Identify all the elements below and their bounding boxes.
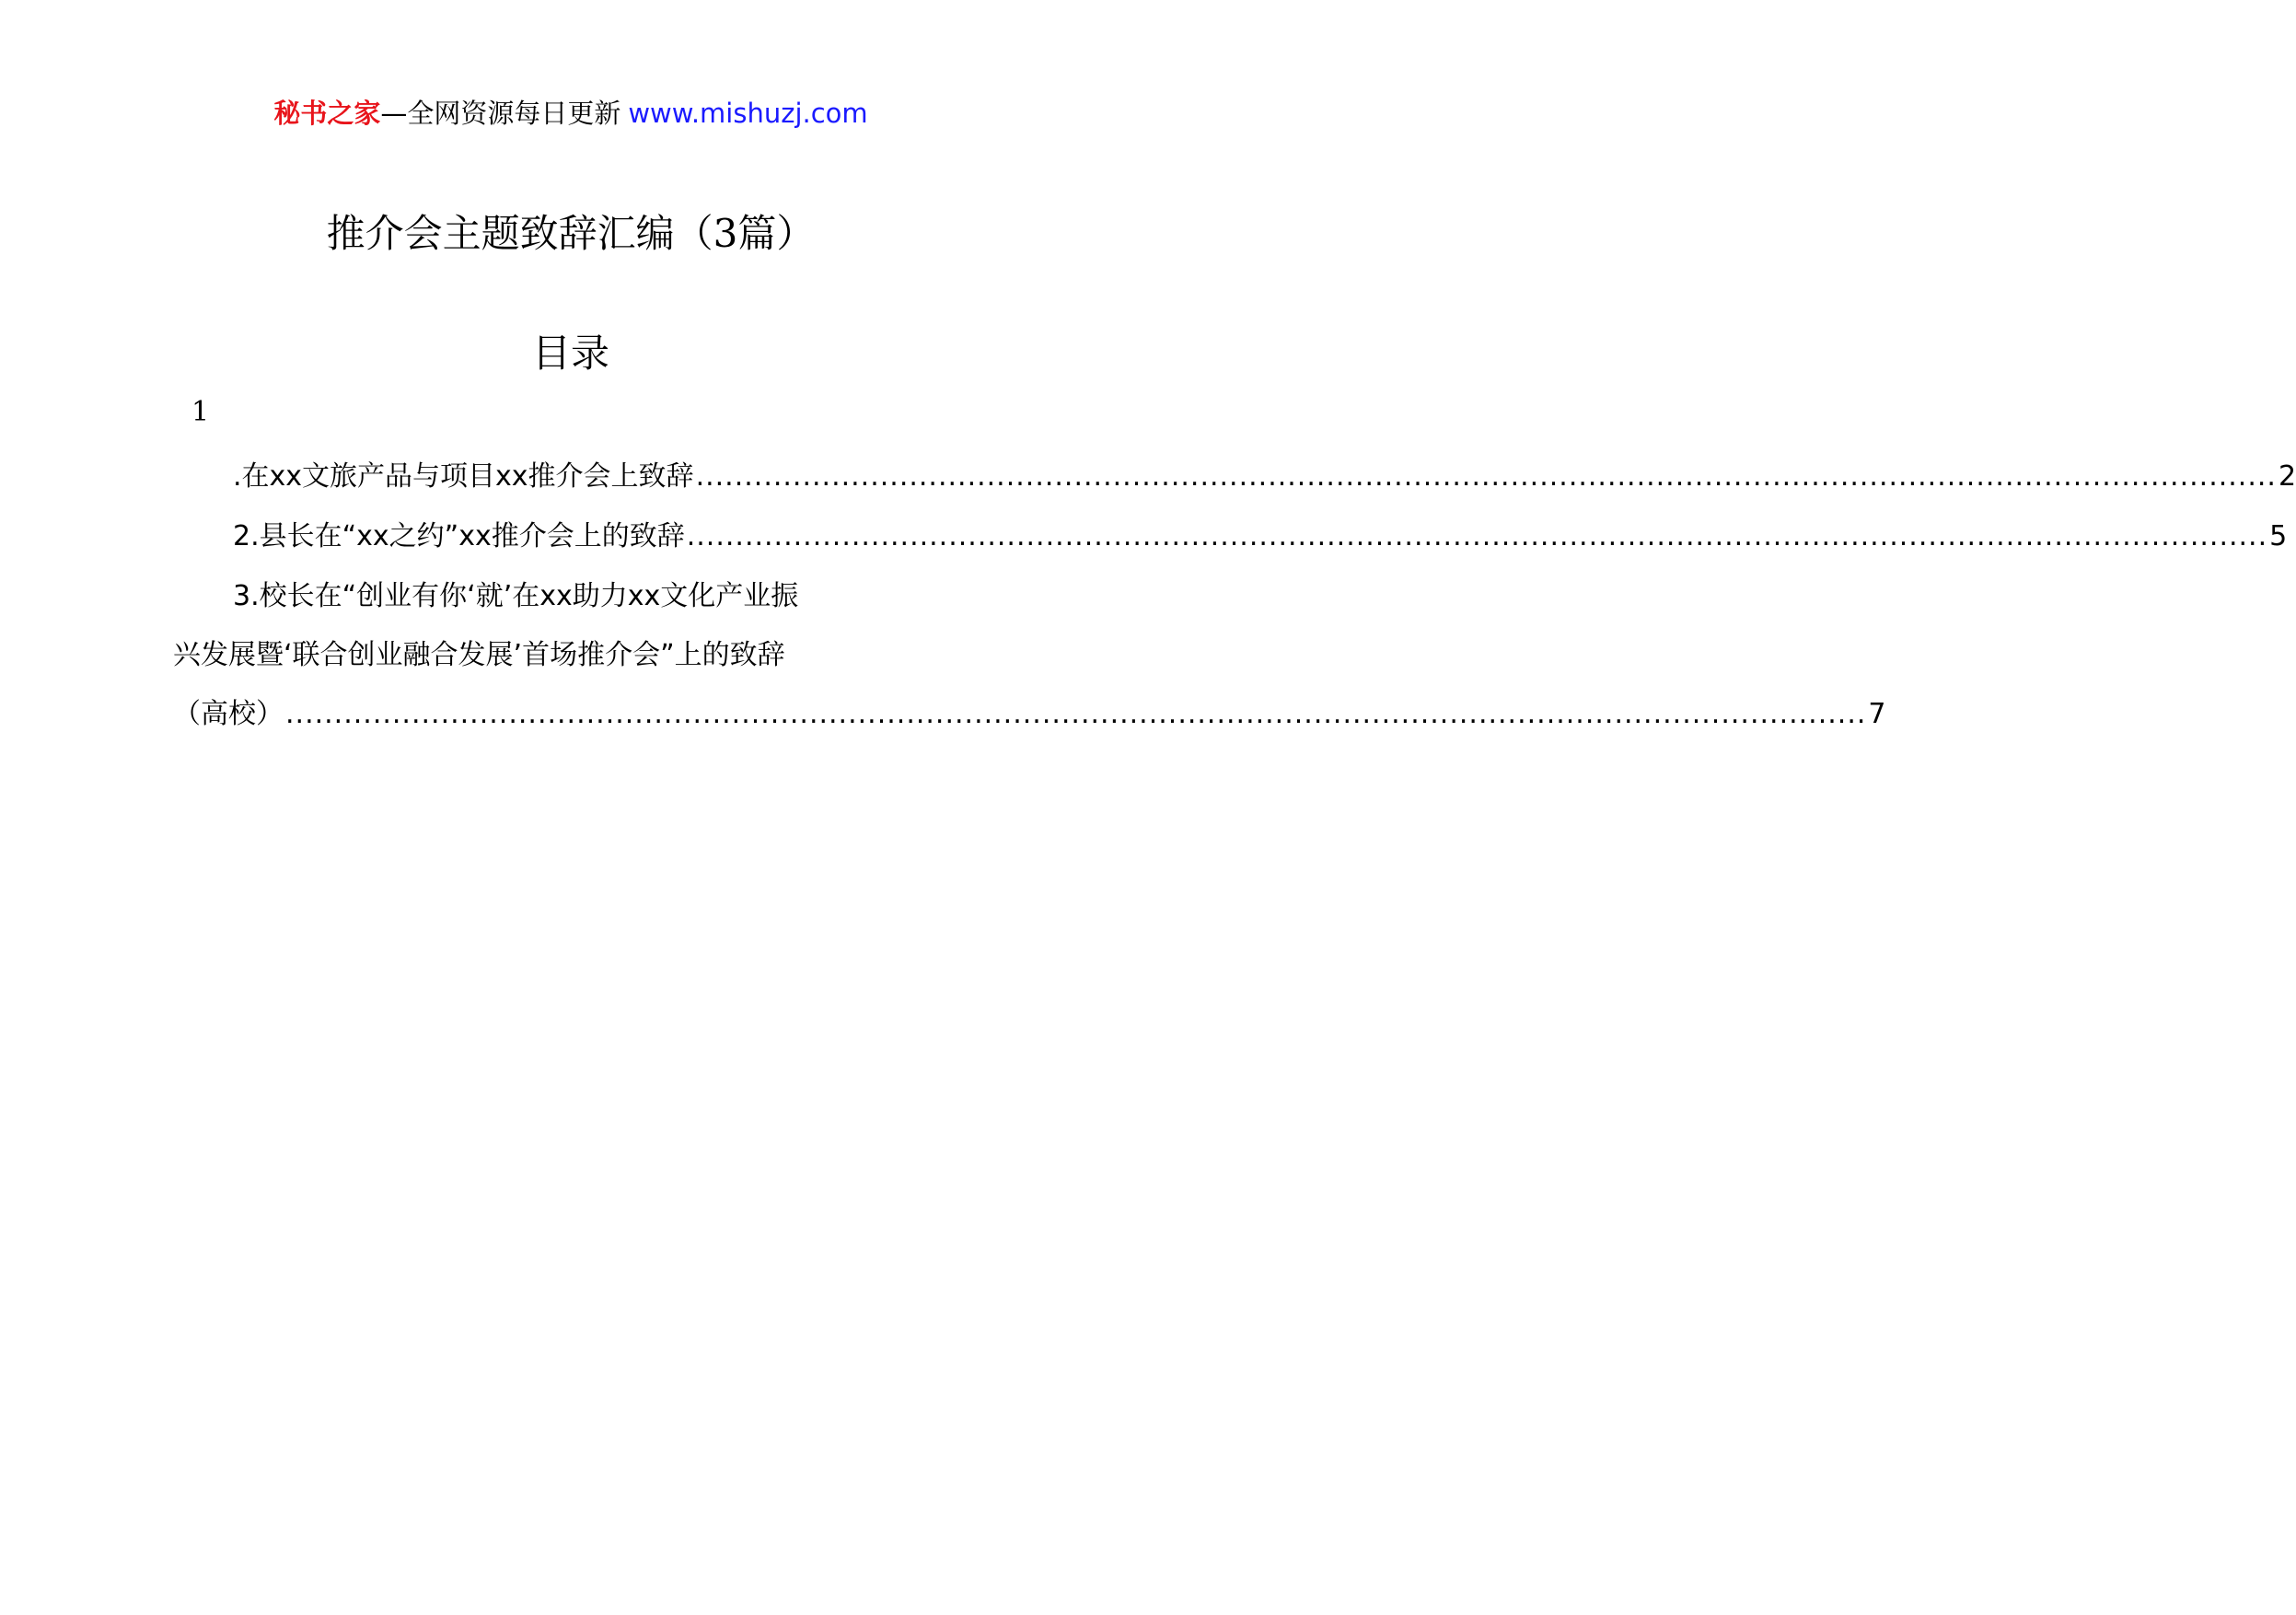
toc-heading: 目录 <box>531 331 609 376</box>
toc-leader-dots: ................................................................................................................................................................... <box>695 460 2277 493</box>
toc-item-title-line: 兴发展暨‘联合创业融合发展’首场推介会”上的致辞 <box>173 639 785 671</box>
toc-item-page: 7 <box>1868 698 1886 730</box>
toc-leader-dots: ................................................................................................................................................................... <box>285 698 1867 730</box>
toc-item-2[interactable] <box>173 513 2288 555</box>
list-number-marker: 1 <box>191 396 210 428</box>
title-prefix: 推介会主题致辞汇编（ <box>326 211 713 256</box>
toc-leader-dots: ................................................................................................................................................................... <box>686 520 2268 552</box>
site-url-link[interactable]: www.mishuzj.com <box>628 98 868 129</box>
header-slogan: —全网资源每日更新 <box>380 98 621 129</box>
toc-item-page: 5 <box>2269 520 2288 552</box>
title-number: 3 <box>713 211 738 256</box>
toc-item-last-line <box>173 691 1886 733</box>
site-header <box>0 95 1142 132</box>
document-title <box>0 208 1142 260</box>
toc-item-page: 2 <box>2278 460 2296 493</box>
toc-item-1[interactable] <box>173 453 2296 495</box>
toc-item-title: 2.县长在“xx之约”xx推介会上的致辞 <box>233 520 685 552</box>
brand-name: 秘书之家 <box>273 98 381 129</box>
toc-item-title-line: 3.校长在“创业有你‘就’在xx助力xx文化产业振 <box>233 580 799 612</box>
toc-item-title-line: （高校） <box>173 698 284 730</box>
toc-item-title: .在xx文旅产品与项目xx推介会上致辞 <box>233 460 694 493</box>
title-suffix: 篇） <box>737 211 816 256</box>
